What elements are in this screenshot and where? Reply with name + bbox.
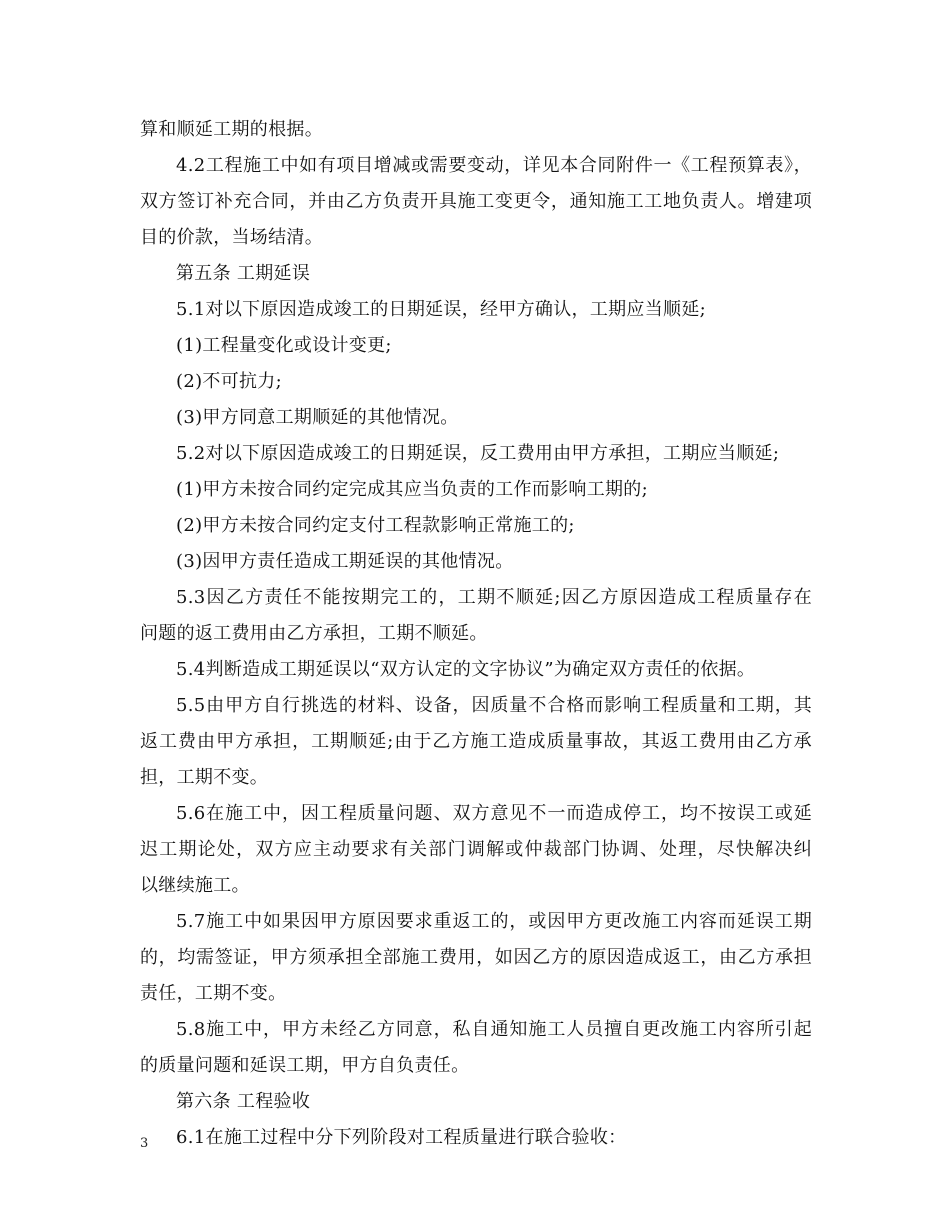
- page-number: 3: [140, 1136, 149, 1151]
- document-body: [140, 112, 812, 1156]
- text-line: 担，工期不变。: [140, 767, 269, 788]
- text-line: 5.1对以下原因造成竣工的日期延误，经甲方确认，工期应当顺延;: [176, 299, 706, 320]
- text-line: 的，均需签证，甲方须承担全部施工费用，如因乙方的原因造成返工，由乙方承担: [140, 947, 812, 968]
- text-line: 双方签订补充合同，并由乙方负责开具施工变更令，通知施工工地负责人。增建项: [140, 191, 812, 212]
- text-line: (1)工程量变化或设计变更;: [176, 335, 392, 356]
- text-line: 5.6在施工中，因工程质量问题、双方意见不一而造成停工，均不按误工或延: [176, 803, 812, 824]
- text-line: (2)不可抗力;: [176, 371, 282, 392]
- text-line: (3)因甲方责任造成工期延误的其他情况。: [176, 551, 514, 572]
- text-line: 5.7施工中如果因甲方原因要求重返工的，或因甲方更改施工内容而延误工期: [176, 911, 812, 932]
- text-line: 6.1在施工过程中分下列阶段对工程质量进行联合验收：: [176, 1127, 627, 1148]
- text-line: 算和顺延工期的根据。: [140, 119, 323, 140]
- text-line: 5.3因乙方责任不能按期完工的，工期不顺延;因乙方原因造成工程质量存在: [176, 587, 812, 608]
- text-line: 第五条 工期延误: [176, 263, 311, 284]
- text-line: 问题的返工费用由乙方承担，工期不顺延。: [140, 623, 488, 644]
- text-line: 以继续施工。: [140, 875, 250, 896]
- text-line: 5.8施工中，甲方未经乙方同意，私自通知施工人员擅自更改施工内容所引起: [176, 1019, 812, 1040]
- text-line: 4.2工程施工中如有项目增减或需要变动，详见本合同附件一《工程预算表》，: [176, 155, 812, 176]
- text-line: 责任，工期不变。: [140, 983, 287, 1004]
- text-line: 5.4判断造成工期延误以“双方认定的文字协议”为确定双方责任的依据。: [176, 659, 756, 680]
- text-line: 5.5由甲方自行挑选的材料、设备，因质量不合格而影响工程质量和工期，其: [176, 695, 812, 716]
- text-line: (2)甲方未按合同约定支付工程款影响正常施工的;: [176, 515, 575, 536]
- text-line: (1)甲方未按合同约定完成其应当负责的工作而影响工期的;: [176, 479, 648, 500]
- text-line: 目的价款，当场结清。: [140, 227, 323, 248]
- text-line: (3)甲方同意工期顺延的其他情况。: [176, 407, 459, 428]
- text-line: 返工费由甲方承担，工期顺延;由于乙方施工造成质量事故，其返工费用由乙方承: [140, 731, 812, 752]
- text-line: 的质量问题和延误工期，甲方自负责任。: [140, 1055, 470, 1076]
- text-line: 第六条 工程验收: [176, 1091, 311, 1112]
- text-line: 5.2对以下原因造成竣工的日期延误，反工费用由甲方承担，工期应当顺延;: [176, 443, 780, 464]
- text-line: 迟工期论处，双方应主动要求有关部门调解或仲裁部门协调、处理，尽快解决纠: [140, 839, 812, 860]
